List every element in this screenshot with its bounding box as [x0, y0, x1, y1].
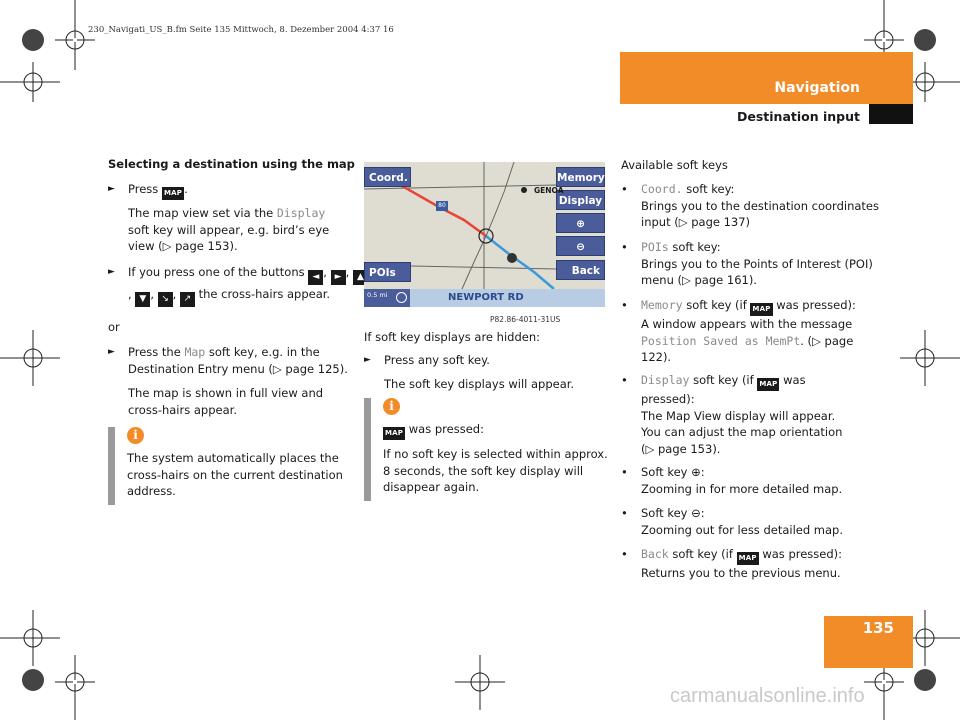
zoom-out-icon: ⊖ — [691, 506, 701, 520]
diagonal-up-key-icon: ↗ — [180, 292, 195, 307]
info-box-middle: i MAP was pressed: If no soft key is selected within approx. 8 seconds, the soft key display will disappear again. — [364, 398, 611, 501]
header-black-tab — [869, 104, 913, 124]
scale-label: 0.5 mi — [367, 291, 388, 299]
memory-softkey[interactable]: Memory — [556, 167, 605, 187]
step-arrow-icon: ► — [364, 355, 371, 365]
diagonal-down-key-icon: ↘ — [158, 292, 173, 307]
section-heading: Selecting a destination using the map — [108, 157, 355, 171]
back-softkey[interactable]: Back — [556, 260, 605, 280]
map-key-icon: MAP — [162, 187, 184, 200]
left-arrow-key-icon: ◄ — [308, 270, 323, 285]
right-arrow-key-icon: ► — [331, 270, 346, 285]
watermark: carmanualsonline.info — [670, 685, 865, 707]
map-screen — [364, 162, 605, 307]
softkeys-title: Available soft keys — [621, 158, 728, 172]
softkey-item-zoom-out: • Soft key ⊖: Zooming out for less detailed map. — [621, 506, 844, 537]
city-label: GENOA — [534, 186, 564, 195]
softkey-item-display: • Display soft key (if MAP was pressed): The Map View display will appear. You can adjust the map orientation (▷ page 153). — [621, 373, 843, 456]
map-key-icon: MAP — [383, 427, 405, 440]
file-header: 230_Navigati_US_B.fm Seite 135 Mittwoch, 8. Dezember 2004 4:37 16 — [88, 25, 394, 35]
zoom-out-softkey[interactable] — [556, 236, 605, 256]
compass-icon — [396, 292, 407, 303]
middle-step: ► Press any soft key. — [364, 353, 490, 367]
step-arrow-icon: ► — [108, 184, 115, 194]
up-arrow-key-icon: ▲ — [353, 270, 368, 285]
info-text: The system automatically places the cross-hairs on the current destination address. — [127, 451, 343, 498]
page-number: 135 — [862, 619, 894, 637]
or-text: or — [108, 320, 120, 334]
zoom-out-icon: ⊖ — [576, 241, 585, 253]
step-arrow-icon: ► — [108, 267, 115, 277]
down-arrow-key-icon: ▼ — [135, 292, 150, 307]
map-key-icon: MAP — [757, 378, 779, 391]
softkey-item-coord: • Coord. soft key: Brings you to the destination coordinates input (▷ page 137) — [621, 182, 879, 229]
softkey-item-memory: • Memory soft key (if MAP was pressed): A window appears with the message Position Saved as MemPt. (▷ page 122). — [621, 298, 856, 364]
street-name: NEWPORT RD — [448, 292, 524, 303]
display-softkey[interactable]: Display — [556, 190, 605, 210]
map-key-icon: MAP — [750, 303, 772, 316]
step-3: ► Press the Map soft key, e.g. in the Destination Entry menu (▷ page 125). — [108, 345, 348, 376]
middle-step-detail: The soft key displays will appear. — [384, 377, 575, 391]
coord-softkey[interactable]: Coord. — [364, 167, 411, 187]
info-box-left — [108, 427, 355, 505]
softkey-item-pois: • POIs soft key: Brings you to the Points of Interest (POI) menu (▷ page 161). — [621, 240, 873, 287]
step-arrow-icon: ► — [108, 347, 115, 357]
pois-softkey[interactable]: POIs — [364, 262, 411, 282]
step-3-detail: The map is shown in full view and cross-hairs appear. — [128, 386, 324, 417]
softkey-item-back: • Back soft key (if MAP was pressed): Returns you to the previous menu. — [621, 547, 843, 580]
figure-caption: P82.86-4011-31US — [490, 315, 561, 324]
step-1-detail: The map view set via the Display soft key will appear, e.g. bird’s eye view (▷ page 153). — [128, 206, 330, 253]
info-icon: i — [383, 398, 400, 415]
zoom-in-icon: ⊕ — [576, 218, 585, 230]
road-shield: 80 — [438, 202, 446, 209]
subsection-title: Destination input — [737, 109, 860, 124]
step-2: ► If you press one of the buttons ◄ , ► , ▲, ▼ , ↘ , ↗ the cross-hairs appear. — [108, 263, 368, 307]
zoom-in-icon: ⊕ — [691, 465, 701, 479]
map-key-icon: MAP — [737, 552, 759, 565]
softkey-item-zoom-in: • Soft key ⊕: Zooming in for more detailed map. — [621, 465, 843, 496]
step-1: ► Press MAP . — [108, 181, 368, 200]
info-icon: i — [127, 427, 144, 444]
zoom-in-softkey[interactable] — [556, 213, 605, 233]
section-title: Navigation — [774, 80, 860, 96]
hidden-softkeys-text: If soft key displays are hidden: — [364, 330, 540, 344]
info-text: If no soft key is selected within approx. 8 seconds, the soft key display will disappear again. — [383, 447, 608, 494]
